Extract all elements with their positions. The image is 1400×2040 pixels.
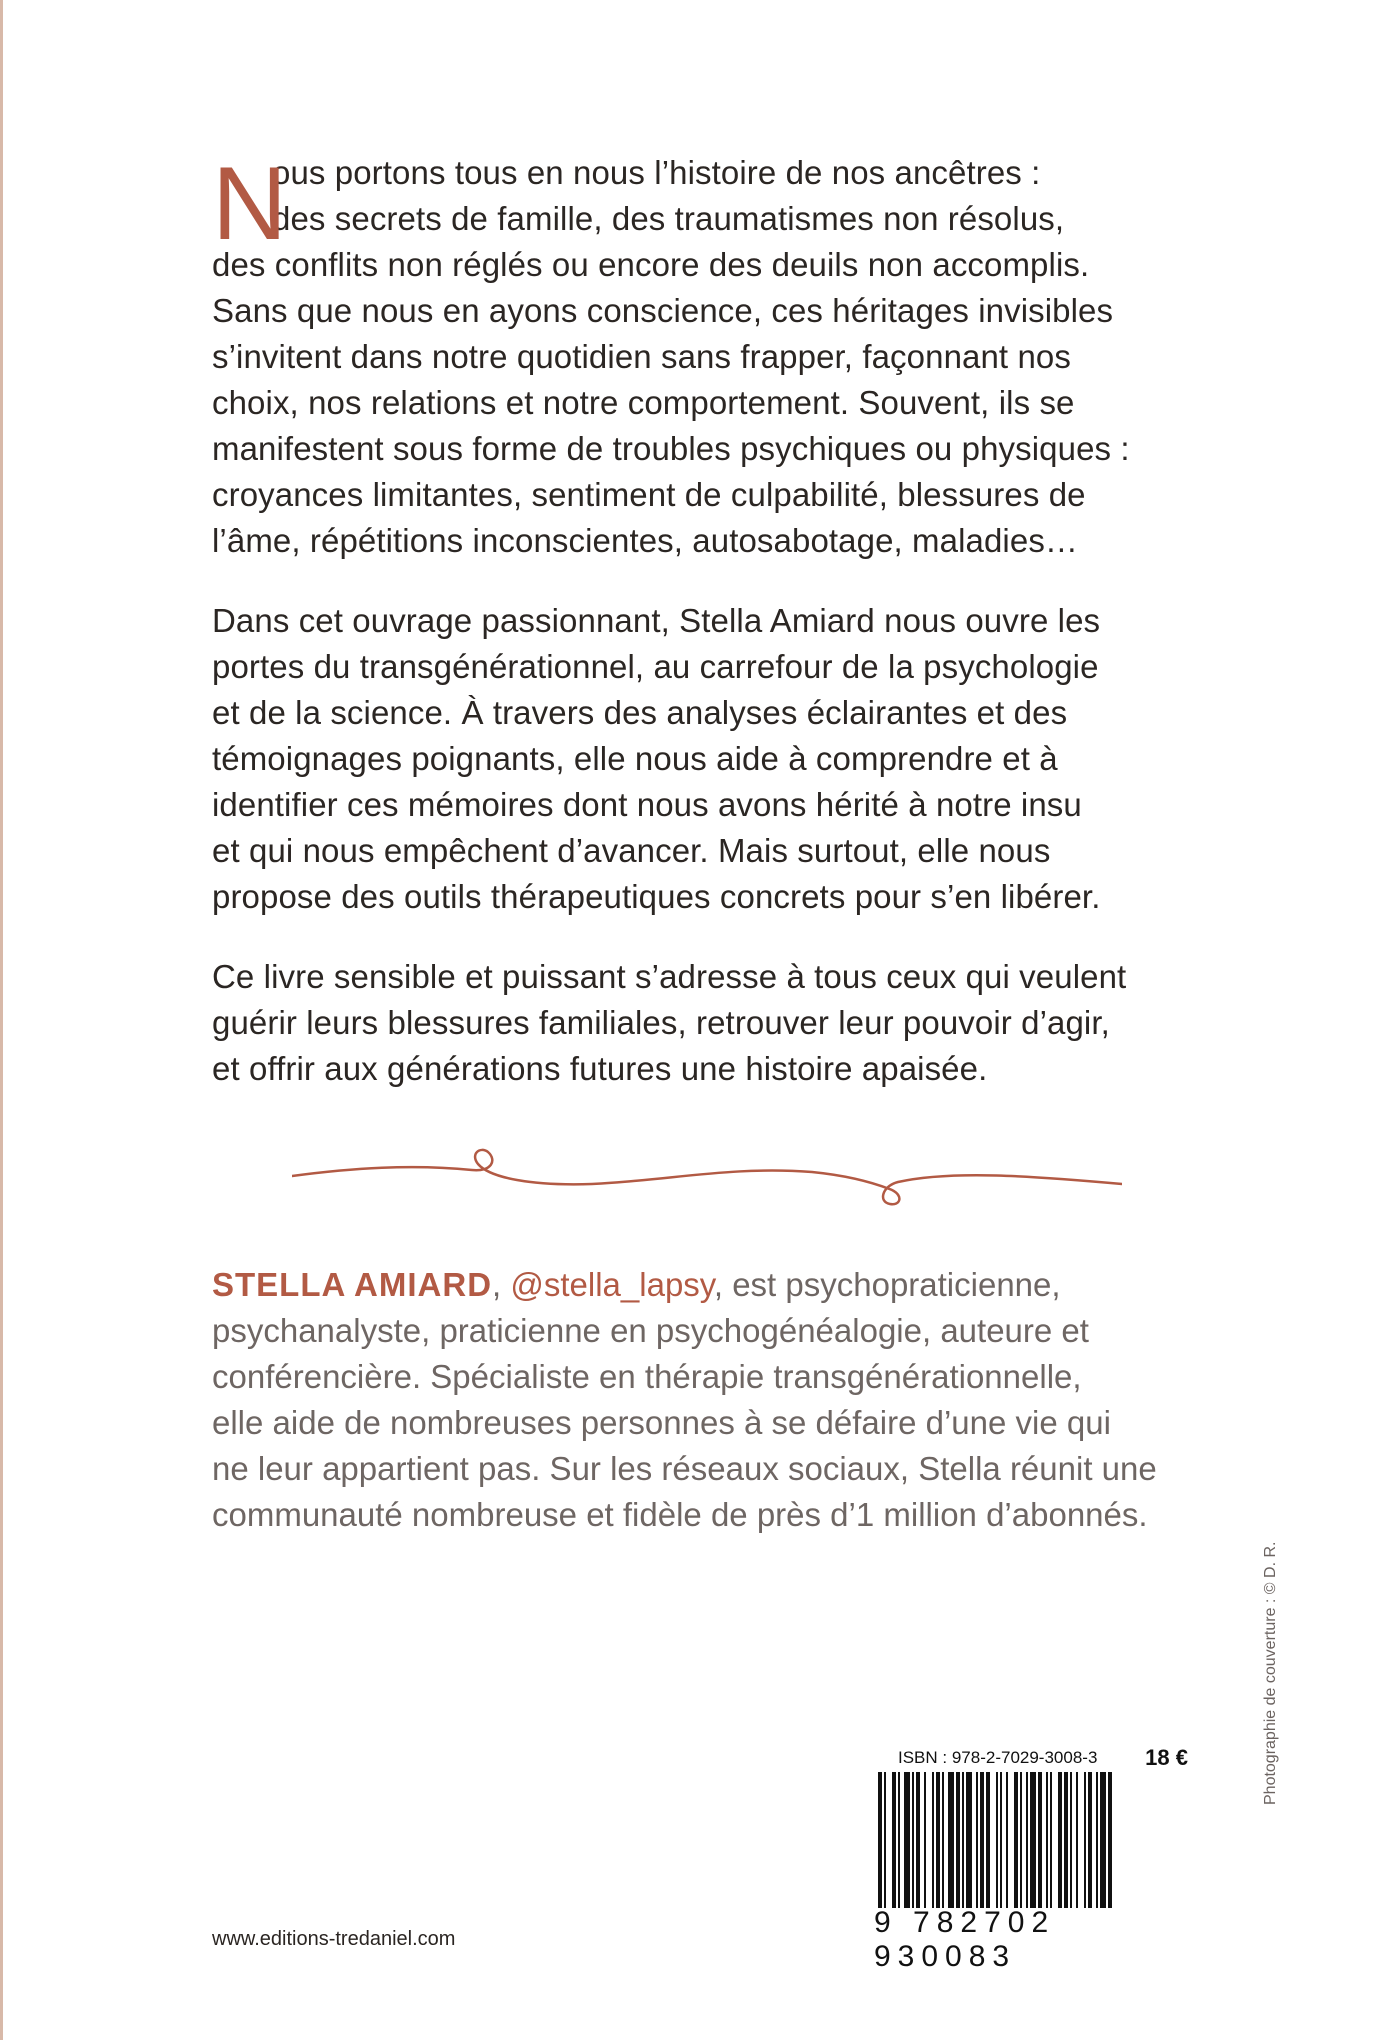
barcode-bar [1076, 1772, 1078, 1908]
text-line: propose des outils thérapeutiques concrets pour s’en libérer. [212, 878, 1101, 915]
text-line: psychanalyste, praticienne en psychogénéalogie, auteure et [212, 1312, 1089, 1349]
barcode-bar [1088, 1772, 1092, 1908]
text-line: et de la science. À travers des analyses éclairantes et des [212, 694, 1068, 731]
barcode-bar [1026, 1772, 1028, 1908]
barcode-bar [1046, 1772, 1048, 1908]
text-line: identifier ces mémoires dont nous avons hérité à notre insu [212, 786, 1082, 823]
barcode-bar [976, 1772, 978, 1908]
spine-edge [0, 0, 3, 2040]
isbn-row [898, 1745, 1188, 1770]
barcode-bar [1000, 1772, 1002, 1908]
barcode-bar [884, 1772, 886, 1908]
barcode-bar [916, 1772, 920, 1908]
text-line: croyances limitantes, sentiment de culpabilité, blessures de [212, 476, 1086, 513]
text-line: ous portons tous en nous l’histoire de nos ancêtres : [272, 154, 1041, 191]
barcode-bar [904, 1772, 910, 1908]
barcode-bar [962, 1772, 964, 1908]
barcode-bar [892, 1772, 896, 1908]
intro-paragraph [212, 146, 1222, 564]
text-line: choix, nos relations et notre comportement. Souvent, ils se [212, 384, 1075, 421]
bio-first-line [212, 1262, 1222, 1308]
flourish-divider [292, 1140, 1122, 1210]
barcode-bar [1070, 1772, 1072, 1908]
barcode-bar [980, 1772, 984, 1908]
barcode-bar [1064, 1772, 1068, 1908]
author-name: STELLA AMIARD [212, 1266, 493, 1303]
barcode-bar [936, 1772, 940, 1908]
bio-first-rest: , est psychopraticienne, [713, 1266, 1061, 1303]
barcode-bar [966, 1772, 972, 1908]
text-line: ne leur appartient pas. Sur les réseaux sociaux, Stella réunit une [212, 1450, 1157, 1487]
barcode-bar [898, 1772, 900, 1908]
text-line: témoignages poignants, elle nous aide à comprendre et à [212, 740, 1058, 777]
barcode-bar [878, 1772, 882, 1908]
barcode-digits: 9 782702 930083 [874, 1906, 1056, 1973]
text-line: et offrir aux générations futures une histoire apaisée. [212, 1050, 988, 1087]
barcode-bar [1084, 1772, 1086, 1908]
text-line: Ce livre sensible et puissant s’adresse à tous ceux qui veulent [212, 958, 1127, 995]
text-line: l’âme, répétitions inconscientes, autosabotage, maladies… [212, 522, 1079, 559]
text-line: Dans cet ouvrage passionnant, Stella Amiard nous ouvre les [212, 602, 1101, 639]
drop-cap: N [212, 146, 288, 262]
text-line: elle aide de nombreuses personnes à se défaire d’une vie qui [212, 1404, 1111, 1441]
barcode-bar [956, 1772, 960, 1908]
bio-separator: , [492, 1266, 511, 1303]
barcode-bar [1100, 1772, 1106, 1908]
barcode-bar [1050, 1772, 1052, 1908]
text-line: Sans que nous en ayons conscience, ces héritages invisibles [212, 292, 1114, 329]
barcode-bar [1006, 1772, 1008, 1908]
barcode-bar [1030, 1772, 1036, 1908]
barcode-bar [1108, 1772, 1112, 1908]
barcode-bar [948, 1772, 954, 1908]
barcode-bar [932, 1772, 934, 1908]
price: 18 € [1145, 1745, 1188, 1770]
text-line: guérir leurs blessures familiales, retrouver leur pouvoir d’agir, [212, 1004, 1110, 1041]
text-line: conférencière. Spécialiste en thérapie transgénérationnelle, [212, 1358, 1082, 1395]
text-line: manifestent sous forme de troubles psychiques ou physiques : [212, 430, 1130, 467]
barcode [874, 1772, 1196, 1908]
barcode-bar [942, 1772, 944, 1908]
text-line: des secrets de famille, des traumatismes non résolus, [272, 200, 1065, 237]
isbn-text: ISBN : 978-2-7029-3008-3 [898, 1748, 1098, 1767]
third-paragraph [212, 954, 1222, 1092]
text-line: s’invitent dans notre quotidien sans frapper, façonnant nos [212, 338, 1071, 375]
author-bio [212, 1262, 1222, 1538]
text-line: des conflits non réglés ou encore des deuils non accomplis. [212, 246, 1090, 283]
barcode-bar [1058, 1772, 1062, 1908]
barcode-bar [924, 1772, 926, 1908]
text-line: portes du transgénérationnel, au carrefour de la psychologie [212, 648, 1099, 685]
photo-credit: Photographie de couverture : © D. R. [1262, 1541, 1279, 1805]
barcode-bar [1038, 1772, 1042, 1908]
barcode-bar [1020, 1772, 1022, 1908]
barcode-bar [986, 1772, 990, 1908]
barcode-bar [912, 1772, 914, 1908]
barcode-bar [996, 1772, 998, 1908]
second-paragraph [212, 598, 1222, 920]
publisher-website: www.editions-tredaniel.com [212, 1928, 456, 1950]
barcode-bar [1096, 1772, 1098, 1908]
text-line: communauté nombreuse et fidèle de près d’1 million d’abonnés. [212, 1496, 1148, 1533]
back-cover-text [212, 146, 1222, 1126]
author-handle: @stella_lapsy [510, 1266, 714, 1303]
barcode-bar [1014, 1772, 1018, 1908]
text-line: et qui nous empêchent d’avancer. Mais surtout, elle nous [212, 832, 1051, 869]
